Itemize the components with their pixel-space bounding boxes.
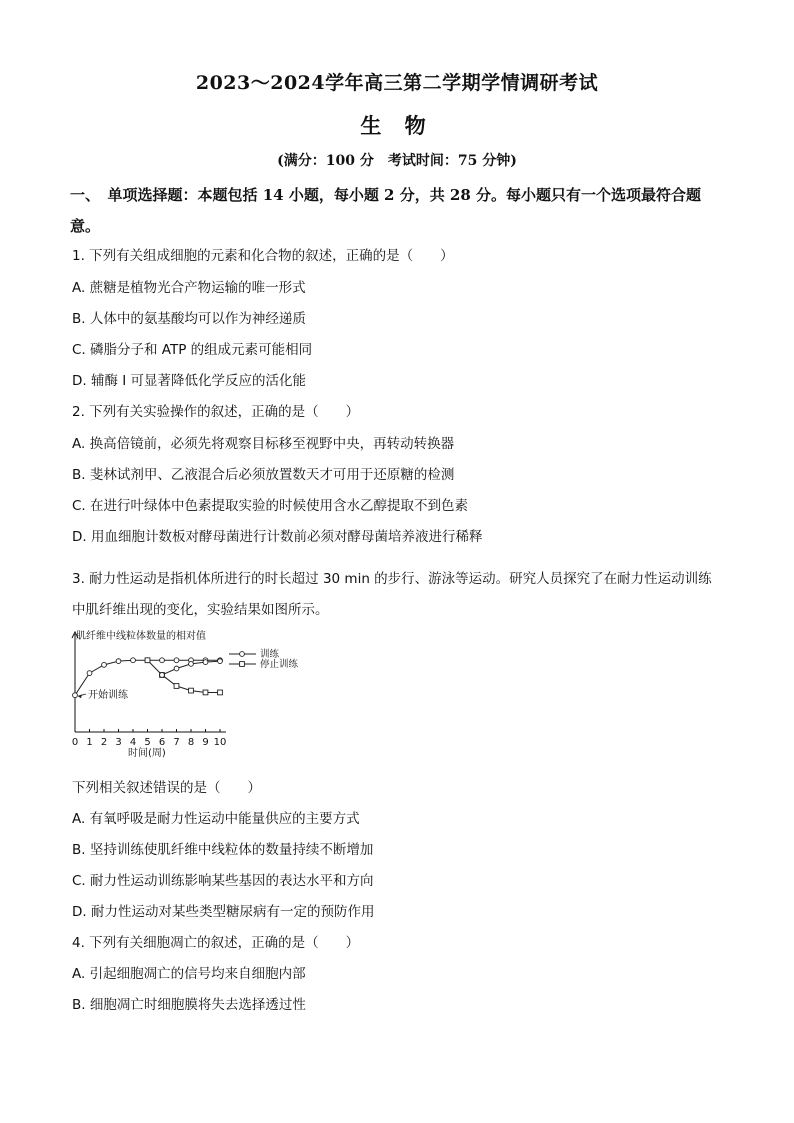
q2-stem: 2. 下列有关实验操作的叙述，正确的是（ ） xyxy=(72,404,360,420)
data-point-circle xyxy=(102,662,107,667)
q3-option-b: B. 坚持训练使肌纤维中线粒体的数量持续不断增加 xyxy=(72,842,374,858)
exam-title: 2023～2024学年高三第二学期学情调研考试 xyxy=(195,72,599,94)
data-point-circle xyxy=(87,671,92,676)
x-tick-label: 7 xyxy=(173,737,180,748)
data-point-circle xyxy=(160,673,165,678)
x-tick-label: 5 xyxy=(144,737,151,748)
q3-option-c: C. 耐力性运动训练影响某些基因的表达水平和方向 xyxy=(72,873,374,889)
legend-label-training: 训练 xyxy=(260,649,280,660)
mitochondria-line-chart xyxy=(64,626,304,762)
series-line-1 xyxy=(148,660,221,692)
x-tick-label: 3 xyxy=(115,737,122,748)
data-point-square xyxy=(174,684,179,689)
data-point-circle xyxy=(73,693,78,698)
q1-option-d: D. 辅酶 Ⅰ 可显著降低化学反应的活化能 xyxy=(72,373,307,389)
q3-option-a: A. 有氧呼吸是耐力性运动中能量供应的主要方式 xyxy=(72,811,360,827)
data-point-square xyxy=(189,688,194,693)
x-tick-label: 10 xyxy=(213,737,227,748)
data-point-circle xyxy=(116,659,121,664)
x-tick-label: 2 xyxy=(100,737,108,748)
q2-option-a: A. 换高倍镜前，必须先将观察目标移至视野中央，再转动转换器 xyxy=(72,436,455,452)
x-tick-label: 8 xyxy=(187,737,195,748)
x-tick-label: 6 xyxy=(158,737,166,748)
q1-option-c: C. 磷脂分子和 ATP 的组成元素可能相同 xyxy=(72,342,313,358)
chart-xlabel: 时间(周) xyxy=(128,748,166,759)
data-point-square xyxy=(218,690,223,695)
legend-label-stop-training: 停止训练 xyxy=(260,659,299,670)
exam-meta: (满分：100 分 考试时间：75 分钟) xyxy=(277,153,517,169)
q4-option-a: A. 引起细胞凋亡的信号均来自细胞内部 xyxy=(72,966,306,982)
q4-stem: 4. 下列有关细胞凋亡的叙述，正确的是（ ） xyxy=(72,935,360,951)
q1-stem: 1. 下列有关组成细胞的元素和化合物的叙述，正确的是（ ） xyxy=(72,248,454,264)
subject-title: 生 物 xyxy=(360,113,434,138)
data-point-square xyxy=(203,690,208,695)
data-point-square xyxy=(145,658,150,663)
x-tick-label: 4 xyxy=(129,737,137,748)
data-point-circle xyxy=(174,658,179,663)
x-tick-label: 0 xyxy=(71,737,79,748)
x-tick-label: 1 xyxy=(86,737,93,748)
data-point-circle xyxy=(131,658,136,663)
data-point-circle xyxy=(174,666,179,671)
section-heading: 一、 单项选择题：本题包括 14 小题，每小题 2 分，共 28 分。每小题只有一个选项最符合题意。 xyxy=(70,186,702,235)
q1-option-b: B. 人体中的氨基酸均可以作为神经递质 xyxy=(72,311,306,327)
q2-option-c: C. 在进行叶绿体中色素提取实验的时候使用含水乙醇提取不到色素 xyxy=(72,498,469,514)
q1-option-a: A. 蔗糖是植物光合产物运输的唯一形式 xyxy=(72,280,306,296)
data-point-circle xyxy=(203,660,208,665)
legend-marker-training xyxy=(240,652,245,657)
q3-option-d: D. 耐力性运动对某些类型糖尿病有一定的预防作用 xyxy=(72,904,375,920)
data-point-circle xyxy=(218,659,223,664)
q2-option-b: B. 斐林试剂甲、乙液混合后必须放置数天才可用于还原糖的检测 xyxy=(72,467,455,483)
q3-question: 下列相关叙述错误的是（ ） xyxy=(72,780,261,796)
legend-marker-stop-training xyxy=(240,662,245,667)
q2-option-d: D. 用血细胞计数板对酵母菌进行计数前必须对酵母菌培养液进行稀释 xyxy=(72,529,483,545)
chart-annotation-start-training: 开始训练 xyxy=(88,690,128,701)
q4-option-b: B. 细胞凋亡时细胞膜将失去选择透过性 xyxy=(72,997,306,1013)
data-point-circle xyxy=(160,658,165,663)
data-point-circle xyxy=(189,662,194,667)
q3-stem-line2: 中肌纤维出现的变化，实验结果如图所示。 xyxy=(72,602,329,618)
q3-stem-line1: 3. 耐力性运动是指机体所进行的时长超过 30 min 的步行、游泳等运动。研究人员探究了在耐力性运动训练 xyxy=(72,571,712,587)
chart-ylabel: 肌纤维中线粒体数量的相对值 xyxy=(76,631,206,642)
x-tick-label: 9 xyxy=(202,737,209,748)
annotation-arrow-head xyxy=(78,694,82,698)
